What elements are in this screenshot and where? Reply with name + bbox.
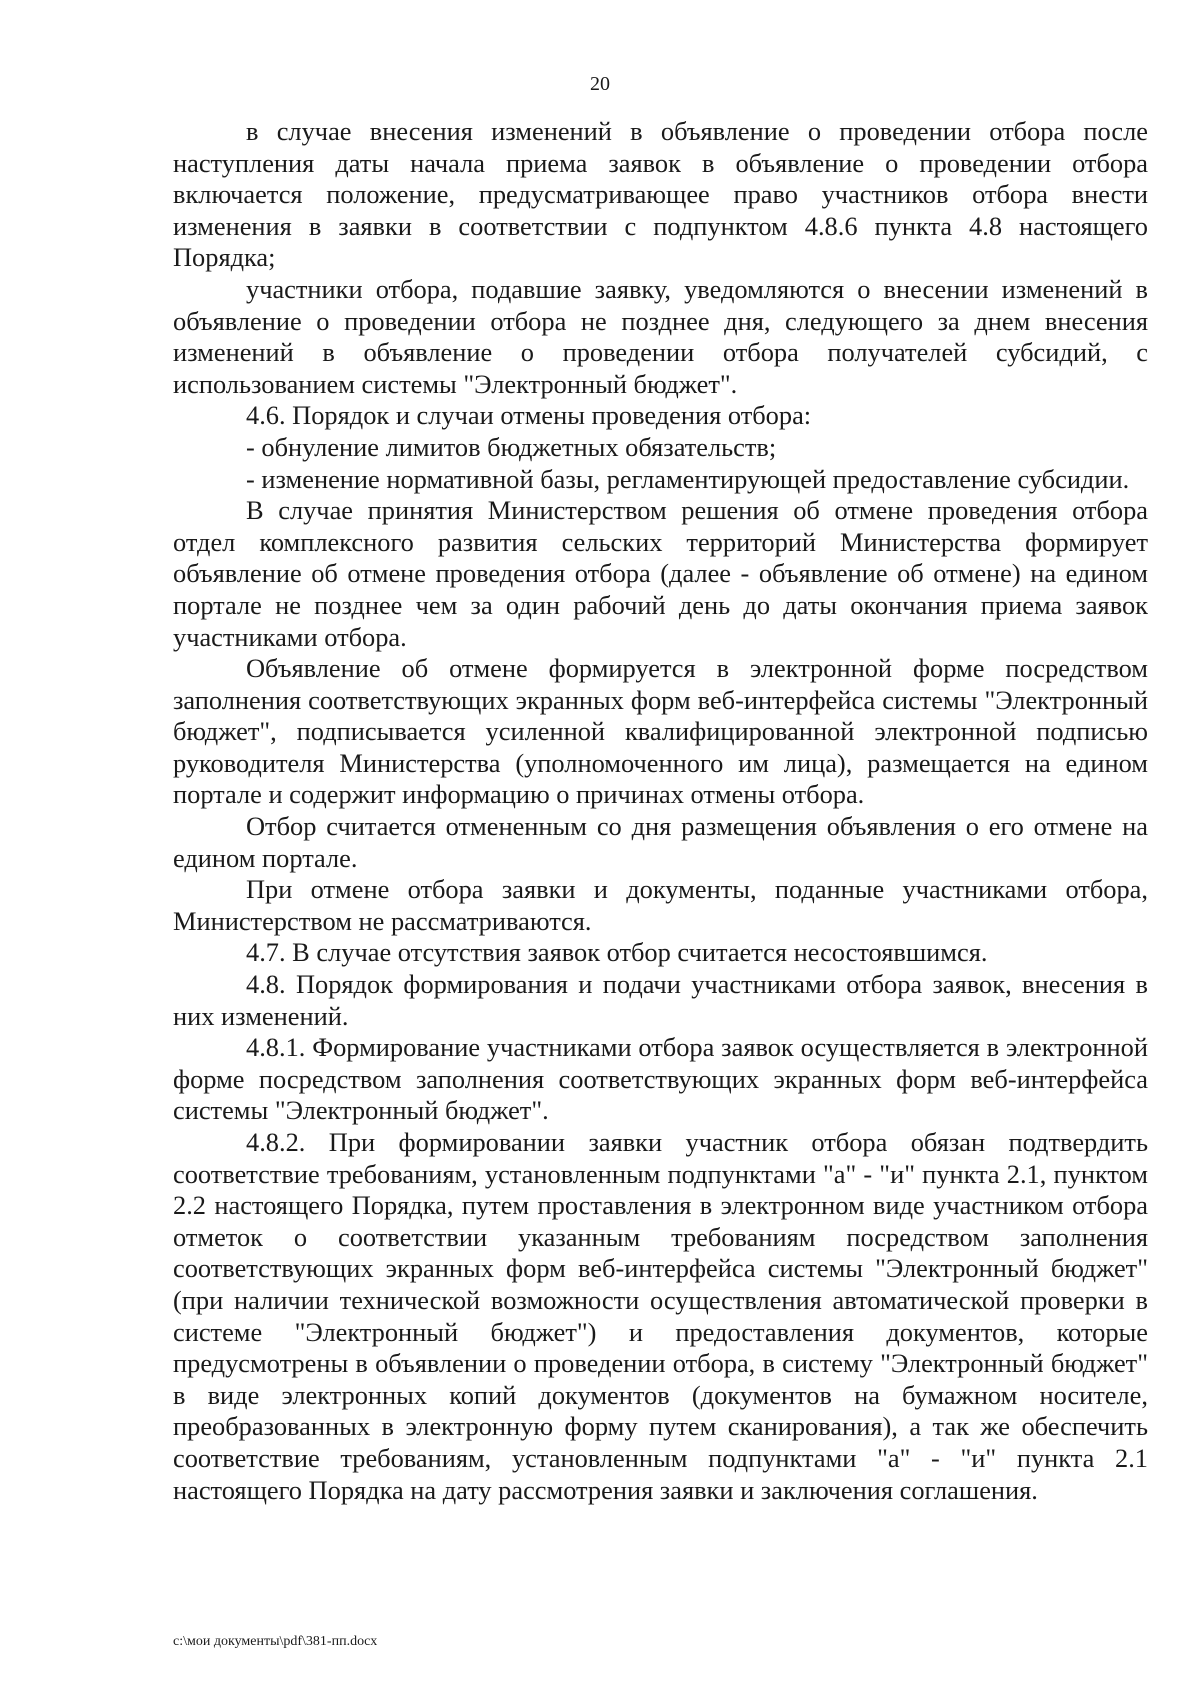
paragraph-4-6-heading: 4.6. Порядок и случаи отмены проведения отбора: bbox=[246, 400, 812, 431]
paragraph-4-8-2: 4.8.2. При формировании заявки участник отбора обязан подтвердить соответствие требованиям, установленным подпунктами "а" - "и" пункта 2.1, пунктом 2.2 настоящего Порядка, путем проставления в электронном виде участником отбора отметок о соответствии указанным требованиям посредством заполнения соответствующих экранных форм веб-интерфейса системы "Электронный бюджет" (при наличии технической возможности осуществления автоматической проверки в системе "Электронный бюджет") и предоставления документов, которые предусмотрены в объявлении о проведении отбора, в систему "Электронный бюджет" в виде электронных копий документов (документов на бумажном носителе, преобразованных в электронную форму путем сканирования), а так же обеспечить соответствие требованиям, установленным подпунктами "а" - "и" пункта 2.1 настоящего Порядка на дату рассмотрения заявки и заключения соглашения. bbox=[173, 1127, 1148, 1505]
paragraph-list-item-limits: - обнуление лимитов бюджетных обязательств; bbox=[246, 431, 777, 462]
paragraph-4-8-1: 4.8.1. Формирование участниками отбора заявок осуществляется в электронной форме посредством заполнения соответствующих экранных форм веб-интерфейса системы "Электронный бюджет". bbox=[173, 1032, 1148, 1126]
paragraph-cancellation-announcement: Объявление об отмене формируется в электронной форме посредством заполнения соответствующих экранных форм веб-интерфейса системы "Электронный бюджет", подписывается усиленной квалифицированной электронной подписью руководителя Министерства (уполномоченного им лица), размещается на едином портале и содержит информацию о причинах отмены отбора. bbox=[173, 653, 1148, 810]
page-number: 20 bbox=[590, 73, 610, 95]
footer-file-path: c:\мои документы\pdf\381-пп.docx bbox=[173, 1634, 378, 1649]
paragraph-amendment-announcement: в случае внесения изменений в объявление о проведении отбора после наступления даты начала приема заявок в объявление о проведении отбора включается положение, предусматривающее право участников отбора внести изменения в заявки в соответствии с подпунктом 4.8.6 пункта 4.8 настоящего Порядка; bbox=[173, 116, 1148, 273]
paragraph-cancelled-from-date: Отбор считается отмененным со дня размещения объявления о его отмене на едином портале. bbox=[173, 811, 1148, 873]
paragraph-4-7: 4.7. В случае отсутствия заявок отбор считается несостоявшимся. bbox=[246, 937, 988, 968]
paragraph-participants-notified: участники отбора, подавшие заявку, уведомляются о внесении изменений в объявление о проведении отбора не позднее дня, следующего за днем внесения изменений в объявление о проведении отбора получателей субсидий, с использованием системы "Электронный бюджет". bbox=[173, 273, 1148, 399]
paragraph-4-8: 4.8. Порядок формирования и подачи участниками отбора заявок, внесения в них изменений. bbox=[173, 969, 1148, 1031]
document-body bbox=[173, 116, 1148, 1506]
paragraph-not-considered: При отмене отбора заявки и документы, поданные участниками отбора, Министерством не рассматриваются. bbox=[173, 874, 1148, 936]
paragraph-cancellation-decision: В случае принятия Министерством решения об отмене проведения отбора отдел комплексного развития сельских территорий Министерства формирует объявление об отмене проведения отбора (далее - объявление об отмене) на едином портале не позднее чем за один рабочий день до даты окончания приема заявок участниками отбора. bbox=[173, 495, 1148, 652]
paragraph-list-item-regulations: - изменение нормативной базы, регламентирующей предоставление субсидии. bbox=[246, 463, 1130, 494]
